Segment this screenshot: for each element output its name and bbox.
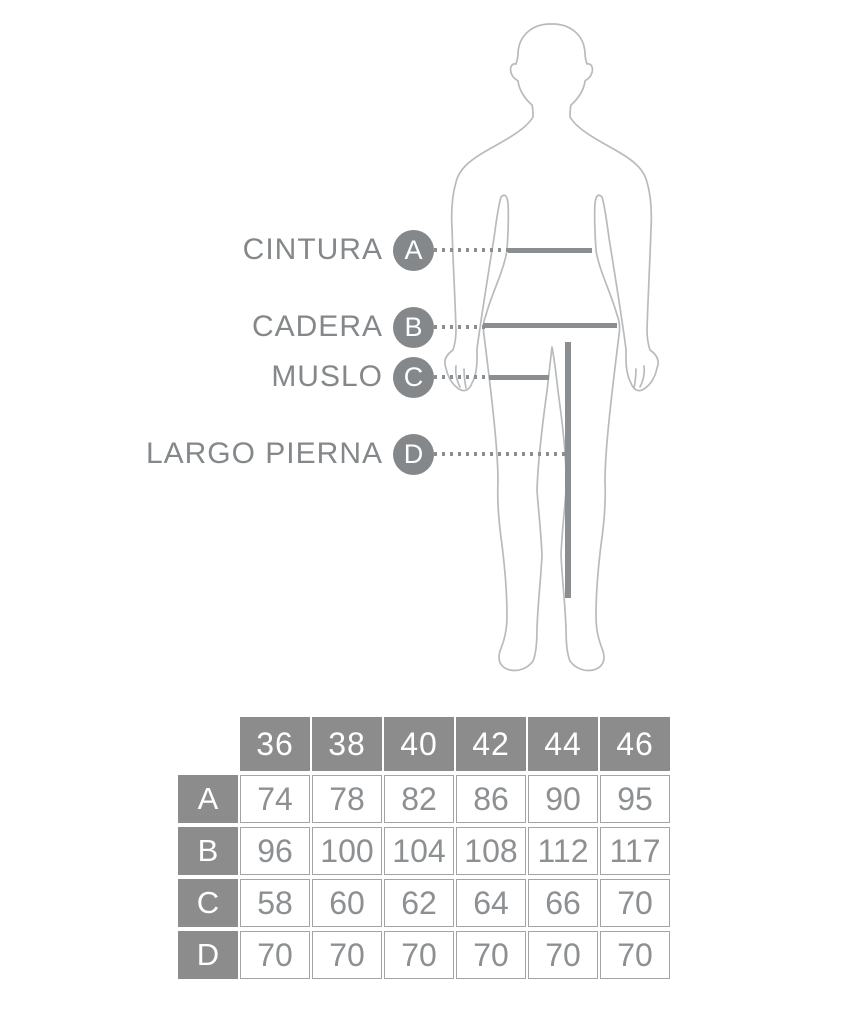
size-col-header-38: 38 (312, 717, 382, 771)
measurement-label-thigh: MUSLO (271, 360, 383, 393)
value-cell-c-42: 64 (456, 879, 526, 927)
value-cell-d-38: 70 (312, 931, 382, 979)
value-cell-c-36: 58 (240, 879, 310, 927)
value-cell-a-46: 95 (600, 775, 670, 823)
size-table (178, 717, 670, 979)
size-col-header-44: 44 (528, 717, 598, 771)
value-cell-d-36: 70 (240, 931, 310, 979)
body-outline-path (445, 24, 658, 671)
waist-dotted-line (434, 248, 510, 252)
value-cell-b-46: 117 (600, 827, 670, 875)
measurement-row-leg-length (146, 433, 434, 475)
row-label-d: D (178, 931, 238, 979)
value-cell-d-46: 70 (600, 931, 670, 979)
hip-dotted-line (434, 325, 485, 329)
measurement-badge-b: B (393, 307, 434, 348)
value-cell-d-44: 70 (528, 931, 598, 979)
measurement-label-leg-length: LARGO PIERNA (145, 437, 383, 470)
value-cell-d-42: 70 (456, 931, 526, 979)
row-label-a: A (178, 775, 238, 823)
value-cell-a-44: 90 (528, 775, 598, 823)
value-cell-c-40: 62 (384, 879, 454, 927)
value-cell-a-36: 74 (240, 775, 310, 823)
value-cell-b-38: 100 (312, 827, 382, 875)
row-label-b: B (178, 827, 238, 875)
value-cell-b-44: 112 (528, 827, 598, 875)
value-cell-c-38: 60 (312, 879, 382, 927)
hip-measure-bar (483, 323, 617, 328)
leg-length-measure-bar (565, 342, 571, 598)
value-cell-b-40: 104 (384, 827, 454, 875)
measurement-badge-a: A (393, 230, 434, 271)
size-col-header-40: 40 (384, 717, 454, 771)
row-label-c: C (178, 879, 238, 927)
measurement-label-waist: CINTURA (242, 233, 383, 266)
value-cell-c-46: 70 (600, 879, 670, 927)
value-cell-a-40: 82 (384, 775, 454, 823)
thigh-dotted-line (434, 375, 490, 379)
value-cell-a-38: 78 (312, 775, 382, 823)
measurement-badge-c: C (393, 357, 434, 398)
value-cell-b-36: 96 (240, 827, 310, 875)
waist-measure-bar (508, 248, 592, 253)
thigh-measure-bar (489, 375, 549, 380)
size-col-header-42: 42 (456, 717, 526, 771)
value-cell-a-42: 86 (456, 775, 526, 823)
value-cell-c-44: 66 (528, 879, 598, 927)
measurement-label-hip: CADERA (251, 310, 383, 343)
measurement-badge-d: D (393, 434, 434, 475)
value-cell-b-42: 108 (456, 827, 526, 875)
leg-length-dotted-line (434, 452, 566, 456)
size-col-header-46: 46 (600, 717, 670, 771)
measurement-row-waist (243, 229, 434, 271)
measurement-row-thigh (271, 356, 434, 398)
measurement-row-hip (252, 306, 434, 348)
size-col-header-36: 36 (240, 717, 310, 771)
table-corner-cell (178, 717, 238, 771)
value-cell-d-40: 70 (384, 931, 454, 979)
